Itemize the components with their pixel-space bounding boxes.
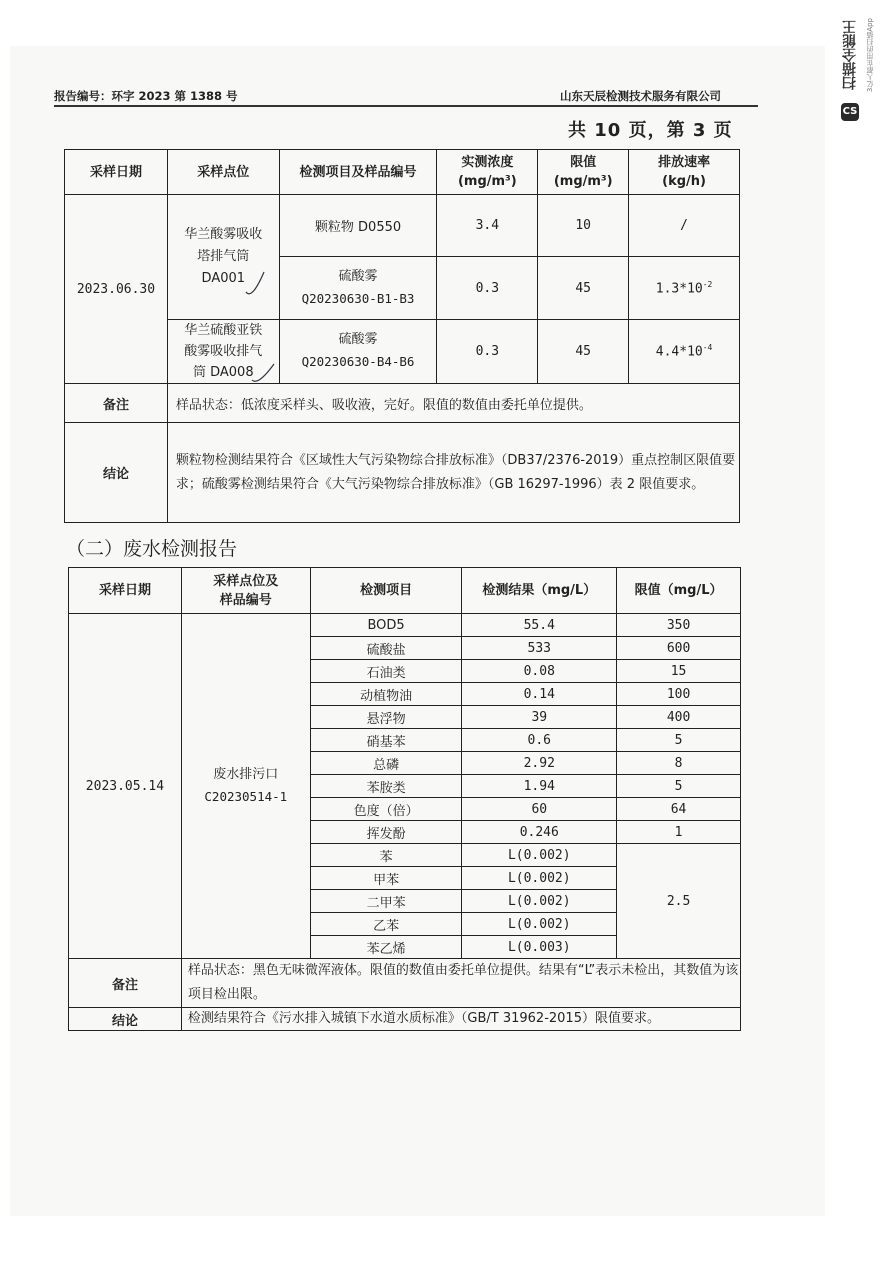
- emission-rate: $4.4*10^{-4}$: [629, 320, 740, 384]
- emission-rate: /: [629, 195, 740, 257]
- header-concentration: 实测浓度 (mg/m³): [437, 150, 538, 195]
- test-result: 1.94: [462, 775, 617, 798]
- section-title: （二）废水检测报告: [66, 538, 238, 560]
- limit-value: 5: [617, 775, 741, 798]
- header-sampling-date: 采样日期: [69, 568, 182, 614]
- remark-label: 备注: [69, 959, 182, 1008]
- company-name: 山东天辰检测技术服务有限公司: [560, 89, 721, 103]
- limit-value: 8: [617, 752, 741, 775]
- conclusion-label: 结论: [65, 423, 168, 523]
- test-item: 甲苯: [310, 867, 462, 890]
- conclusion-text: 颗粒物检测结果符合《区域性大气污染物综合排放标准》（DB37/2376-2019）重点控制区限值要求；硫酸雾检测结果符合《大气污染物综合排放标准》（GB 16297-1996）表 2 限值要求。: [167, 423, 739, 523]
- test-item: 硫酸雾 Q20230630-B1-B3: [279, 257, 437, 320]
- test-result: 0.246: [462, 821, 617, 844]
- limit-value: 600: [617, 637, 741, 660]
- test-item: 苯: [310, 844, 462, 867]
- water-table-header: [69, 568, 741, 614]
- scanner-logo-icon: CS: [841, 103, 859, 121]
- header-test-result: 检测结果（mg/L）: [462, 568, 617, 614]
- scanner-app-slogan: 3亿人都在用的扫描App: [866, 18, 874, 93]
- test-result: 533: [462, 637, 617, 660]
- header-test-item: 检测项目: [310, 568, 462, 614]
- concentration-value: 0.3: [437, 320, 538, 384]
- limit-value: 45: [538, 320, 629, 384]
- limit-value: 100: [617, 683, 741, 706]
- header-sampling-date: 采样日期: [65, 150, 168, 195]
- test-item: 色度（倍）: [310, 798, 462, 821]
- test-item: 悬浮物: [310, 706, 462, 729]
- sampling-point-da001: 华兰酸雾吸收 塔排气筒 DA001: [167, 195, 279, 320]
- header-test-item: 检测项目及样品编号: [279, 150, 437, 195]
- test-result: 2.92: [462, 752, 617, 775]
- remark-label: 备注: [65, 384, 168, 423]
- test-item: 总磷: [310, 752, 462, 775]
- remark-text: 样品状态：黑色无味微浑液体。限值的数值由委托单位提供。结果有“L”表示未检出，其数值为该项目检出限。: [181, 959, 740, 1008]
- sampling-point-da008: 华兰硫酸亚铁 酸雾吸收排气 筒 DA008: [167, 320, 279, 384]
- test-item: 动植物油: [310, 683, 462, 706]
- sampling-date: 2023.05.14: [69, 614, 182, 959]
- header-limit: 限值 (mg/m³): [538, 150, 629, 195]
- test-result: L(0.002): [462, 844, 617, 867]
- test-item: 石油类: [310, 660, 462, 683]
- remark-text: 样品状态：低浓度采样头、吸收液，完好。限值的数值由委托单位提供。: [167, 384, 739, 423]
- conclusion-row: [69, 1008, 741, 1031]
- test-item: 硝基苯: [310, 729, 462, 752]
- merged-limit-value: 2.5: [617, 844, 741, 959]
- header-limit: 限值（mg/L）: [617, 568, 741, 614]
- test-item: 硫酸盐: [310, 637, 462, 660]
- test-item: BOD5: [310, 614, 462, 637]
- concentration-value: 0.3: [437, 257, 538, 320]
- test-result: 0.14: [462, 683, 617, 706]
- test-result: 60: [462, 798, 617, 821]
- check-mark-icon: [250, 362, 278, 386]
- header-rule: [54, 105, 758, 107]
- header-emission-rate: 排放速率 (kg/h): [629, 150, 740, 195]
- header-sampling-point: 采样点位: [167, 150, 279, 195]
- limit-value: 350: [617, 614, 741, 637]
- air-emission-table: [64, 149, 740, 523]
- limit-value: 1: [617, 821, 741, 844]
- page-info: 共 10 页，第 3 页: [568, 120, 733, 141]
- test-result: L(0.002): [462, 890, 617, 913]
- test-result: L(0.002): [462, 913, 617, 936]
- report-number: 报告编号：环字 2023 第 1388 号: [54, 89, 238, 103]
- table-row: [69, 614, 741, 637]
- test-item: 挥发酚: [310, 821, 462, 844]
- limit-value: 10: [538, 195, 629, 257]
- header-sampling-point: 采样点位及 样品编号: [181, 568, 310, 614]
- test-item: 苯胺类: [310, 775, 462, 798]
- scanner-app-name: 扫描全能王: [842, 20, 858, 90]
- limit-value: 45: [538, 257, 629, 320]
- test-result: L(0.002): [462, 867, 617, 890]
- test-item: 二甲苯: [310, 890, 462, 913]
- remark-row: [69, 959, 741, 1008]
- test-item: 乙苯: [310, 913, 462, 936]
- limit-value: 64: [617, 798, 741, 821]
- sampling-date: 2023.06.30: [65, 195, 168, 384]
- air-table-header: [65, 150, 740, 195]
- remark-row: [65, 384, 740, 423]
- test-item: 硫酸雾 Q20230630-B4-B6: [279, 320, 437, 384]
- emission-rate: $1.3*10^{-2}$: [629, 257, 740, 320]
- table-row: [65, 195, 740, 257]
- test-item: 苯乙烯: [310, 936, 462, 959]
- conclusion-label: 结论: [69, 1008, 182, 1031]
- conclusion-text: 检测结果符合《污水排入城镇下水道水质标准》（GB/T 31962-2015）限值要求。: [181, 1008, 740, 1031]
- wastewater-table: [68, 567, 741, 1031]
- test-result: 0.6: [462, 729, 617, 752]
- concentration-value: 3.4: [437, 195, 538, 257]
- limit-value: 5: [617, 729, 741, 752]
- conclusion-row: [65, 423, 740, 523]
- test-item: 颗粒物 D0550: [279, 195, 437, 257]
- limit-value: 400: [617, 706, 741, 729]
- test-result: 39: [462, 706, 617, 729]
- test-result: 0.08: [462, 660, 617, 683]
- check-mark-icon: [244, 270, 268, 300]
- test-result: 55.4: [462, 614, 617, 637]
- sampling-point: 废水排污口 C20230514-1: [181, 614, 310, 959]
- limit-value: 15: [617, 660, 741, 683]
- test-result: L(0.003): [462, 936, 617, 959]
